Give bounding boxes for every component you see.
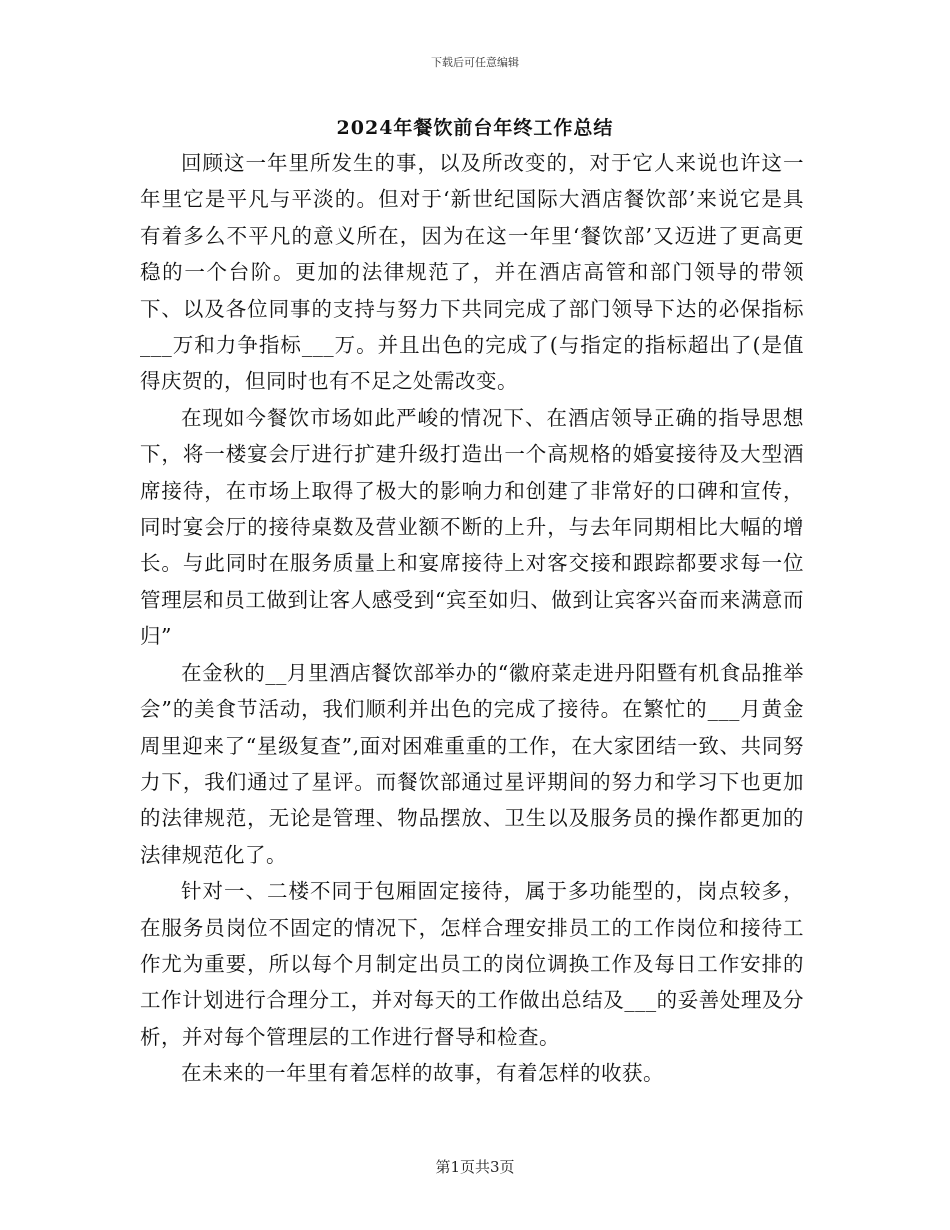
paragraph-review: 回顾这一年里所发生的事，以及所改变的，对于它人来说也许这一年里它是平凡与平淡的。但对于‘新世纪国际大酒店餐饮部’来说它是具有着多么不平凡的意义所在，因为在这一年里‘餐饮部’又迈进了更高更稳的一个台阶。更加的法律规范了，并在酒店高管和部门领导的带领下、以及各位同事的支持与努力下共同完成了部门领导下达的必保指标___万和力争指标___万。并且出色的完成了(与指定的指标超出了(是值得庆贺的，但同时也有不足之处需改变。 (140, 151, 804, 394)
paragraph-banquet-hall: 在现如今餐饮市场如此严峻的情况下、在酒店领导正确的指导思想下，将一楼宴会厅进行扩建升级打造出一个高规格的婚宴接待及大型酒席接待，在市场上取得了极大的影响力和创建了非常好的口碑和宣传，同时宴会厅的接待桌数及营业额不断的上升，与去年同期相比大幅的增长。与此同时在服务质量上和宴席接待上对客交接和跟踪都要求每一位管理层和员工做到让客人感受到“宾至如归、做到让宾客兴奋而来满意而归” (140, 405, 804, 649)
paragraph-food-festival: 在金秋的__月里酒店餐饮部举办的“徽府菜走进丹阳暨有机食品推举会”的美食节活动，我们顺利并出色的完成了接待。在繁忙的___月黄金周里迎来了“星级复查”,面对困难重重的工作，在大家团结一致、共同努力下，我们通过了星评。而餐饮部通过星评期间的努力和学习下也更加的法律规范，无论是管理、物品摆放、卫生以及服务员的操作都更加的法律规范化了。 (140, 660, 804, 867)
document-body (140, 145, 804, 1092)
paragraph-future: 在未来的一年里有着怎样的故事，有着怎样的收获。 (181, 1061, 664, 1086)
page-number-indicator: 第1页共3页 (435, 1158, 515, 1176)
document-title: 2024年餐饮前台年终工作总结 (336, 117, 614, 139)
paragraph-staff-arrangement: 针对一、二楼不同于包厢固定接待，属于多功能型的，岗点较多，在服务员岗位不固定的情况下，怎样合理安排员工的工作岗位和接待工作尤为重要，所以每个月制定出员工的岗位调换工作及每日工作安排的工作计划进行合理分工，并对每天的工作做出总结及___的妥善处理及分析，并对每个管理层的工作进行督导和检查。 (140, 879, 804, 1049)
page-header-note: 下载后可任意编辑 (431, 56, 519, 69)
